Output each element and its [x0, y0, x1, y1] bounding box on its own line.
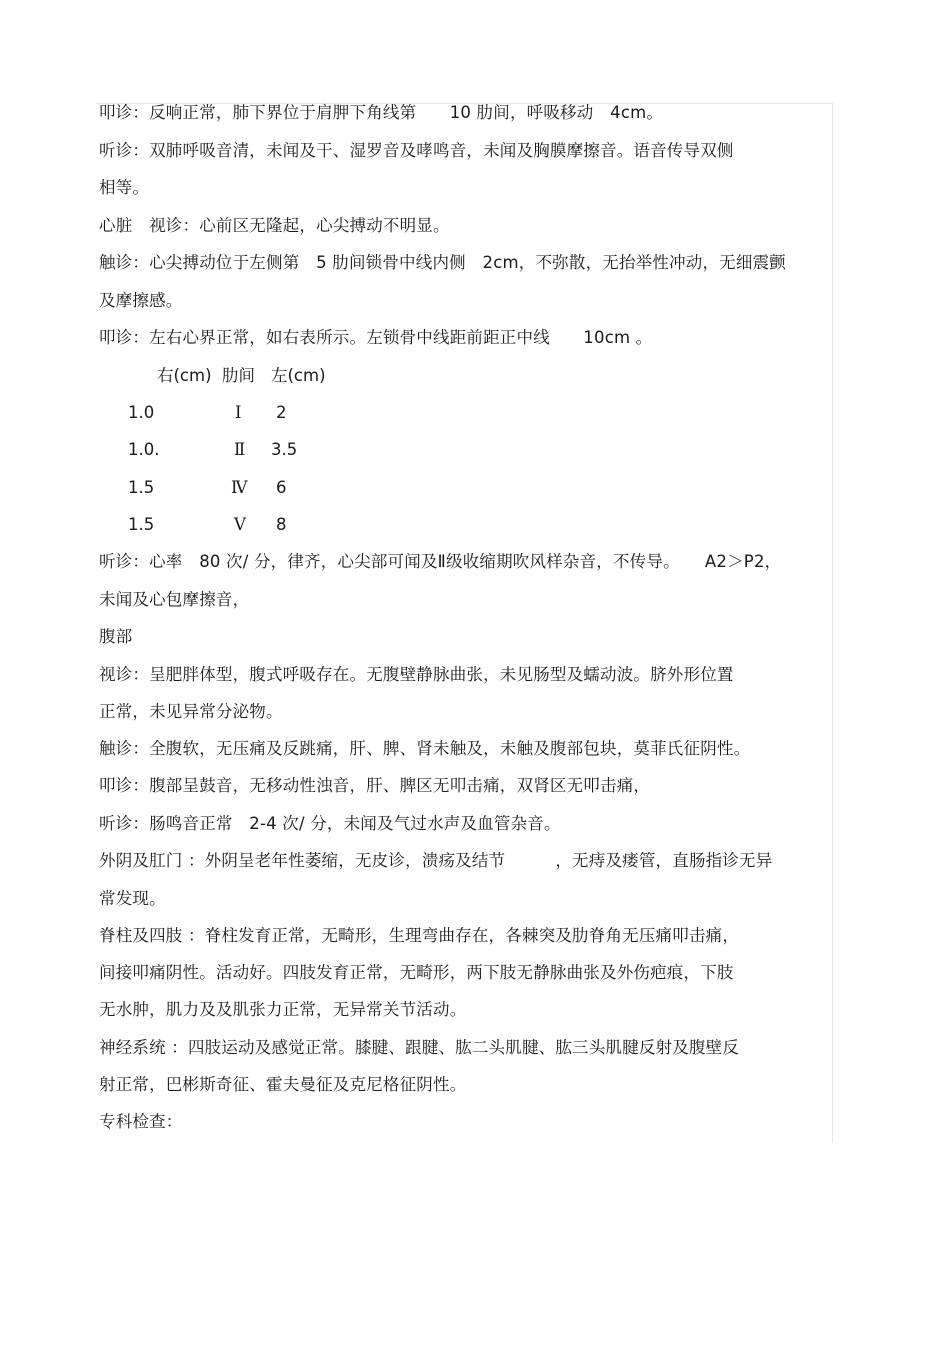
table-cell: 1.0. [128, 440, 160, 459]
text-line: 及摩擦感。 [99, 291, 183, 310]
text-line: 叩诊：反响正常，肺下界位于肩胛下角线第 10 肋间，呼吸移动 4cm。 [99, 103, 664, 122]
table-cell: Ⅴ [234, 515, 246, 534]
text-line: 常发现。 [99, 889, 166, 908]
text-line: 外阴及肛门 ：外阴呈老年性萎缩，无皮诊，溃疡及结节 ，无痔及瘘管，直肠指诊无异 [99, 851, 773, 870]
table-cell: Ⅳ [231, 478, 248, 497]
text-line: 脊柱及四肢 ：脊柱发育正常，无畸形，生理弯曲存在，各棘突及肋脊角无压痛叩击痛， [99, 926, 740, 945]
table-cell: Ⅰ [235, 403, 242, 422]
text-line: 间接叩痛阴性。活动好。四肢发育正常，无畸形，两下肢无静脉曲张及外伤疤痕，下肢 [99, 963, 734, 982]
text-line: 神经系统 ：四肢运动及感觉正常。膝腱、跟腱、肱二头肌腱、肱三头肌腱反射及腹壁反 [99, 1038, 740, 1057]
table-cell: Ⅱ [234, 440, 246, 459]
table-header-right: 右(cm) [157, 366, 212, 385]
text-line: 叩诊：左右心界正常，如右表所示。左锁骨中线距前距正中线 10cm 。 [99, 328, 653, 347]
section-heading-specialty-exam: 专科检查： [99, 1112, 183, 1131]
table-header-intercostal: 肋间 [222, 366, 255, 385]
table-header-left: 左(cm) [271, 366, 326, 385]
text-line: 听诊：双肺呼吸音清，未闻及干、湿罗音及哮鸣音，未闻及胸膜摩擦音。语音传导双侧 [99, 141, 734, 160]
table-cell: 2 [276, 403, 287, 422]
table-cell: 8 [276, 515, 287, 534]
text-line: 触诊：心尖搏动位于左侧第 5 肋间锁骨中线内侧 2cm，不弥散，无抬举性冲动，无细震颤 [99, 253, 786, 272]
table-cell: 1.0 [128, 403, 155, 422]
table-cell: 1.5 [128, 515, 155, 534]
table-cell: 1.5 [128, 478, 155, 497]
text-line: 视诊：呈肥胖体型，腹式呼吸存在。无腹壁静脉曲张，未见肠型及蠕动波。脐外形位置 [99, 665, 734, 684]
text-line: 心脏 视诊：心前区无隆起，心尖搏动不明显。 [99, 216, 450, 235]
text-line: 射正常，巴彬斯奇征、霍夫曼征及克尼格征阴性。 [99, 1075, 467, 1094]
text-line: 未闻及心包摩擦音， [99, 590, 250, 609]
table-cell: 6 [276, 478, 287, 497]
text-line: 相等。 [99, 178, 150, 197]
text-line: 触诊：全腹软，无压痛及反跳痛，肝、脾、肾未触及，未触及腹部包块，莫菲氏征阴性。 [99, 739, 751, 758]
text-line: 听诊：肠鸣音正常 2-4 次/ 分，未闻及气过水声及血管杂音。 [99, 814, 561, 833]
text-line: 叩诊：腹部呈鼓音，无移动性浊音，肝、脾区无叩击痛，双肾区无叩击痛， [99, 776, 651, 795]
section-heading-abdomen: 腹部 [99, 627, 133, 646]
text-line: 无水肿，肌力及及肌张力正常，无异常关节活动。 [99, 1000, 467, 1019]
text-line: 听诊：心率 80 次/ 分，律齐，心尖部可闻及Ⅱ级收缩期吹风样杂音，不传导。 A2＞P2， [99, 552, 782, 571]
page-frame-right [832, 103, 833, 1143]
table-cell: 3.5 [271, 440, 298, 459]
text-line: 正常，未见异常分泌物。 [99, 702, 283, 721]
